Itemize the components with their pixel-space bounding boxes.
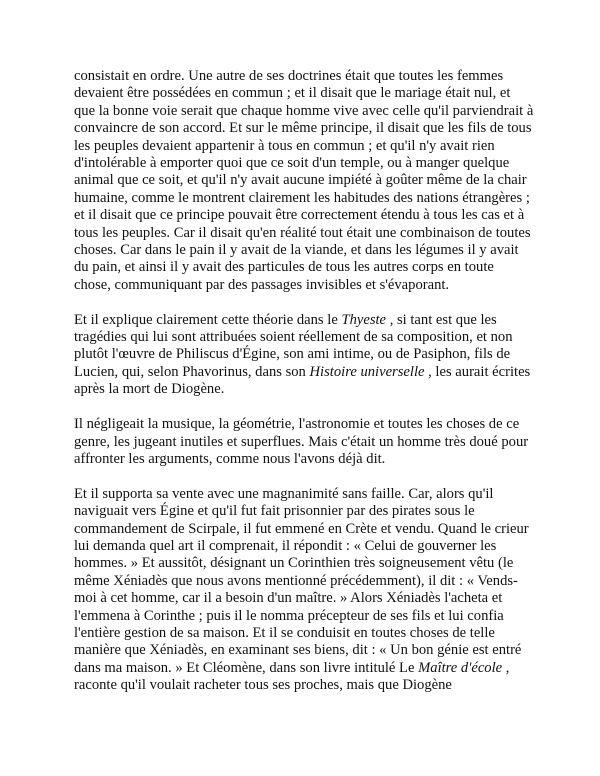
paragraph-text: , raconte qu'il voulait racheter tous ses proches, mais que Diogène xyxy=(74,659,510,694)
paragraph-4 xyxy=(74,486,534,695)
paragraph-text: consistait en ordre. Une autre de ses doctrines était que toutes les femmes devaient être possédées en commun ; et il disait que le mariage était nul, et que la bonne voie serait que chaque homme vive avec celle qu'il parviendrait à convaincre de son accord. Et sur le même principe, il disait que les fils de tous les peuples devaient appartenir à tous en commun ; et qu'il n'y avait rien d'intolérable à emporter quoi que ce soit d'un temple, ou à manger quelque animal que ce soit, et qu'il n'y avait aucune impiété à goûter même de la chair humaine, comme le montrent clairement les habitudes des nations étrangères ; et il disait que ce principe pouvait être correctement étendu à tous les cas et à tous les peuples. Car il disait qu'en réalité tout était une combinaison de toutes choses. Car dans le pain il y avait de la viande, et dans les légumes il y avait du pain, et ainsi il y avait des particules de tous les autres corps en toute chose, communiquant par des passages invisibles et s'évaporant. xyxy=(74,68,534,293)
paragraph-2 xyxy=(74,312,534,399)
paragraph-1 xyxy=(74,68,534,294)
document-page xyxy=(74,68,534,695)
paragraph-3 xyxy=(74,416,534,468)
work-title-maitre-d-ecole: Maître d'école xyxy=(418,659,503,676)
paragraph-text: Et il supporta sa vente avec une magnanimité sans faille. Car, alors qu'il naviguait vers Égine et qu'il fut fait prisonnier par des pirates sous le commandement de Scirpale, il fut emmené en Crète et vendu. Quand le crieur lui demanda quel art il comprenait, il répondit : « Celui de gouverner les hommes. » Et aussitôt, désignant un Corinthien très soigneusement vêtu (le même Xéniadès que nous avons mentionné précédemment), il dit : « Vends-moi à cet homme, car il a besoin d'un maître. » Alors Xéniadès l'acheta et l'emmena à Corinthe ; puis il le nomma précepteur de ses fils et lui confia l'entière gestion de sa maison. Et il se conduisit en toutes choses de telle manière que Xéniadès, en examinant ses biens, dit : « Un bon génie est entré dans ma maison. » Et Cléomène, dans son livre intitulé Le xyxy=(74,485,529,676)
paragraph-text: , les aurait écrites après la mort de Diogène. xyxy=(74,363,531,398)
paragraph-text: , si tant est que les tragédies qui lui sont attribuées soient réellement de sa composition, et non plutôt l'œuvre de Philiscus d'Égine, son ami intime, ou de Pasiphon, fils de Lucien, qui, selon Phavorinus, dans son xyxy=(74,311,513,380)
paragraph-text: Il négligeait la musique, la géométrie, l'astronomie et toutes les choses de ce genre, les jugeant inutiles et superflues. Mais c'était un homme très doué pour affronter les arguments, comme nous l'avons déjà dit. xyxy=(74,416,529,467)
work-title-thyeste: Thyeste xyxy=(341,311,387,328)
work-title-histoire-universelle: Histoire universelle xyxy=(309,363,425,380)
paragraph-text: Et il explique clairement cette théorie dans le xyxy=(74,311,342,328)
